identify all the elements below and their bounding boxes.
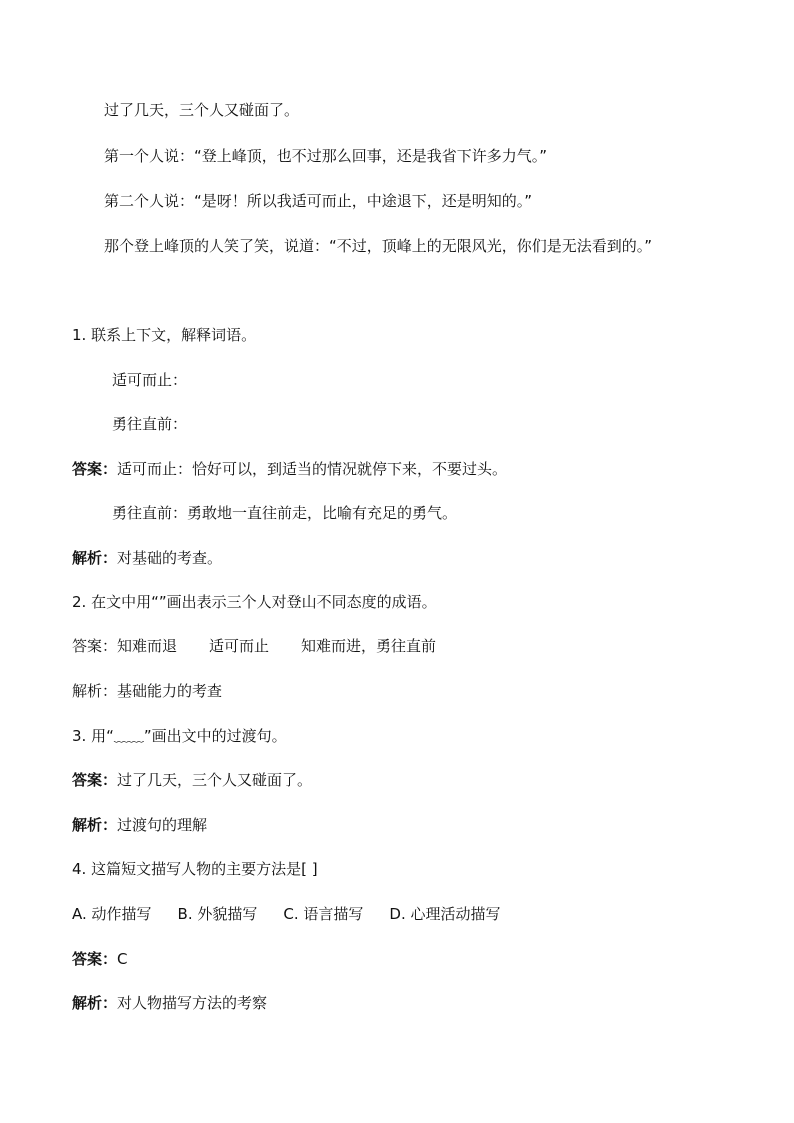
q2-answer-label: 答案： <box>72 637 118 655</box>
q1-analysis-label: 解析： <box>72 549 118 567</box>
passage-line-2: 第一个人说：“登上峰顶，也不过那么回事，还是我省下许多力气。” <box>104 147 548 165</box>
q1-analysis-text: 对基础的考查。 <box>117 549 223 567</box>
q4-options <box>72 904 500 924</box>
q3-question: 3. 用“﹏﹏”画出文中的过渡句。 <box>72 727 287 745</box>
q1-answer-line-2: 勇往直前：勇敢地一直往前走，比喻有充足的勇气。 <box>112 504 458 522</box>
q3-answer-label: 答案： <box>72 771 118 789</box>
q4-analysis <box>72 993 267 1013</box>
q3-analysis-label: 解析： <box>72 816 118 834</box>
q4-answer <box>72 949 128 969</box>
q4-analysis-label: 解析： <box>72 994 118 1012</box>
q2-question: 2. 在文中用“”画出表示三个人对登山不同态度的成语。 <box>72 593 437 611</box>
q2-answer-part-3: 知难而进，勇往直前 <box>301 637 437 655</box>
q4-answer-text: C <box>117 950 128 968</box>
q4-analysis-text: 对人物描写方法的考察 <box>117 994 268 1012</box>
q2-analysis-text: 基础能力的考查 <box>117 682 223 700</box>
q1-term-2: 勇往直前： <box>112 415 188 433</box>
q1-term-1: 适可而止： <box>112 371 188 389</box>
q1-answer-line-1: 适可而止：恰好可以，到适当的情况就停下来，不要过头。 <box>117 460 508 478</box>
q1-question: 1. 联系上下文，解释词语。 <box>72 326 257 344</box>
passage-line-4: 那个登上峰顶的人笑了笑，说道：“不过，顶峰上的无限风光，你们是无法看到的。” <box>104 237 653 255</box>
q1-analysis <box>72 548 222 568</box>
q4-option-b: B. 外貌描写 <box>177 905 258 923</box>
q3-answer <box>72 770 312 790</box>
q4-option-d: D. 心理活动描写 <box>389 905 501 923</box>
q4-option-a: A. 动作描写 <box>72 905 152 923</box>
q3-analysis <box>72 815 207 835</box>
q4-answer-label: 答案： <box>72 950 118 968</box>
q1-answer-label: 答案： <box>72 460 118 478</box>
q2-answer <box>72 636 436 656</box>
q4-option-c: C. 语言描写 <box>283 905 364 923</box>
q1-answer <box>72 459 507 479</box>
q4-question: 4. 这篇短文描写人物的主要方法是[ ] <box>72 860 318 878</box>
passage-line-1: 过了几天，三个人又碰面了。 <box>104 101 300 119</box>
q2-answer-part-2: 适可而止 <box>209 637 270 655</box>
passage-line-3: 第二个人说：“是呀！所以我适可而止，中途退下，还是明知的。” <box>104 192 533 210</box>
q2-analysis-label: 解析： <box>72 682 118 700</box>
q2-analysis <box>72 681 222 701</box>
q3-answer-text: 过了几天，三个人又碰面了。 <box>117 771 313 789</box>
q2-answer-part-1: 知难而退 <box>117 637 178 655</box>
q3-analysis-text: 过渡句的理解 <box>117 816 208 834</box>
